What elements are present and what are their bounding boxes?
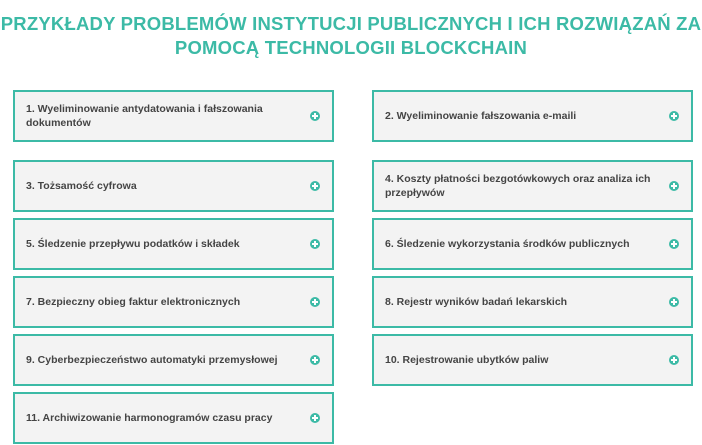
plus-circle-icon[interactable] bbox=[310, 297, 320, 307]
accordion-item-label: 1. Wyeliminowanie antydatowania i fałszowania dokumentów bbox=[26, 103, 263, 129]
accordion-item-label: 6. Śledzenie wykorzystania środków publicznych bbox=[385, 238, 630, 250]
page-title-line-2: POMOCĄ TECHNOLOGII BLOCKCHAIN bbox=[174, 37, 528, 58]
accordion-item-label: 9. Cyberbezpieczeństwo automatyki przemysłowej bbox=[26, 354, 278, 366]
accordion-item-11[interactable] bbox=[13, 392, 334, 444]
accordion-item-label: 11. Archiwizowanie harmonogramów czasu pracy bbox=[26, 412, 273, 424]
accordion-item-1[interactable] bbox=[13, 90, 334, 142]
accordion-item-label: 7. Bezpieczny obieg faktur elektronicznych bbox=[26, 296, 241, 308]
accordion-item-9[interactable] bbox=[13, 334, 334, 386]
accordion-item-5[interactable] bbox=[13, 218, 334, 270]
accordion-item-label: 2. Wyeliminowanie fałszowania e-maili bbox=[385, 110, 577, 122]
plus-circle-icon[interactable] bbox=[310, 111, 320, 121]
accordion-item-10[interactable] bbox=[372, 334, 693, 386]
plus-circle-icon[interactable] bbox=[310, 355, 320, 365]
plus-circle-icon[interactable] bbox=[669, 239, 679, 249]
accordion-item-2[interactable] bbox=[372, 90, 693, 142]
plus-circle-icon[interactable] bbox=[310, 413, 320, 423]
plus-circle-icon[interactable] bbox=[669, 111, 679, 121]
accordion-item-label: 10. Rejestrowanie ubytków paliw bbox=[385, 354, 549, 366]
accordion-item-label: 3. Tożsamość cyfrowa bbox=[26, 180, 137, 192]
page-title bbox=[0, 12, 702, 60]
accordion-item-label: 4. Koszty płatności bezgotówkowych oraz analiza ich przepływów bbox=[385, 173, 651, 199]
accordion-item-label: 5. Śledzenie przepływu podatków i składek bbox=[26, 238, 240, 250]
accordion-item-8[interactable] bbox=[372, 276, 693, 328]
plus-circle-icon[interactable] bbox=[669, 181, 679, 191]
page-title-line-1: PRZYKŁADY PROBLEMÓW INSTYTUCJI PUBLICZNYCH I ICH ROZWIĄZAŃ ZA bbox=[0, 13, 702, 34]
accordion-item-label: 8. Rejestr wyników badań lekarskich bbox=[385, 296, 568, 308]
plus-circle-icon[interactable] bbox=[310, 181, 320, 191]
accordion-item-7[interactable] bbox=[13, 276, 334, 328]
plus-circle-icon[interactable] bbox=[669, 355, 679, 365]
accordion-item-3[interactable] bbox=[13, 160, 334, 212]
plus-circle-icon[interactable] bbox=[310, 239, 320, 249]
accordion-item-4[interactable] bbox=[372, 160, 693, 212]
accordion-item-6[interactable] bbox=[372, 218, 693, 270]
plus-circle-icon[interactable] bbox=[669, 297, 679, 307]
